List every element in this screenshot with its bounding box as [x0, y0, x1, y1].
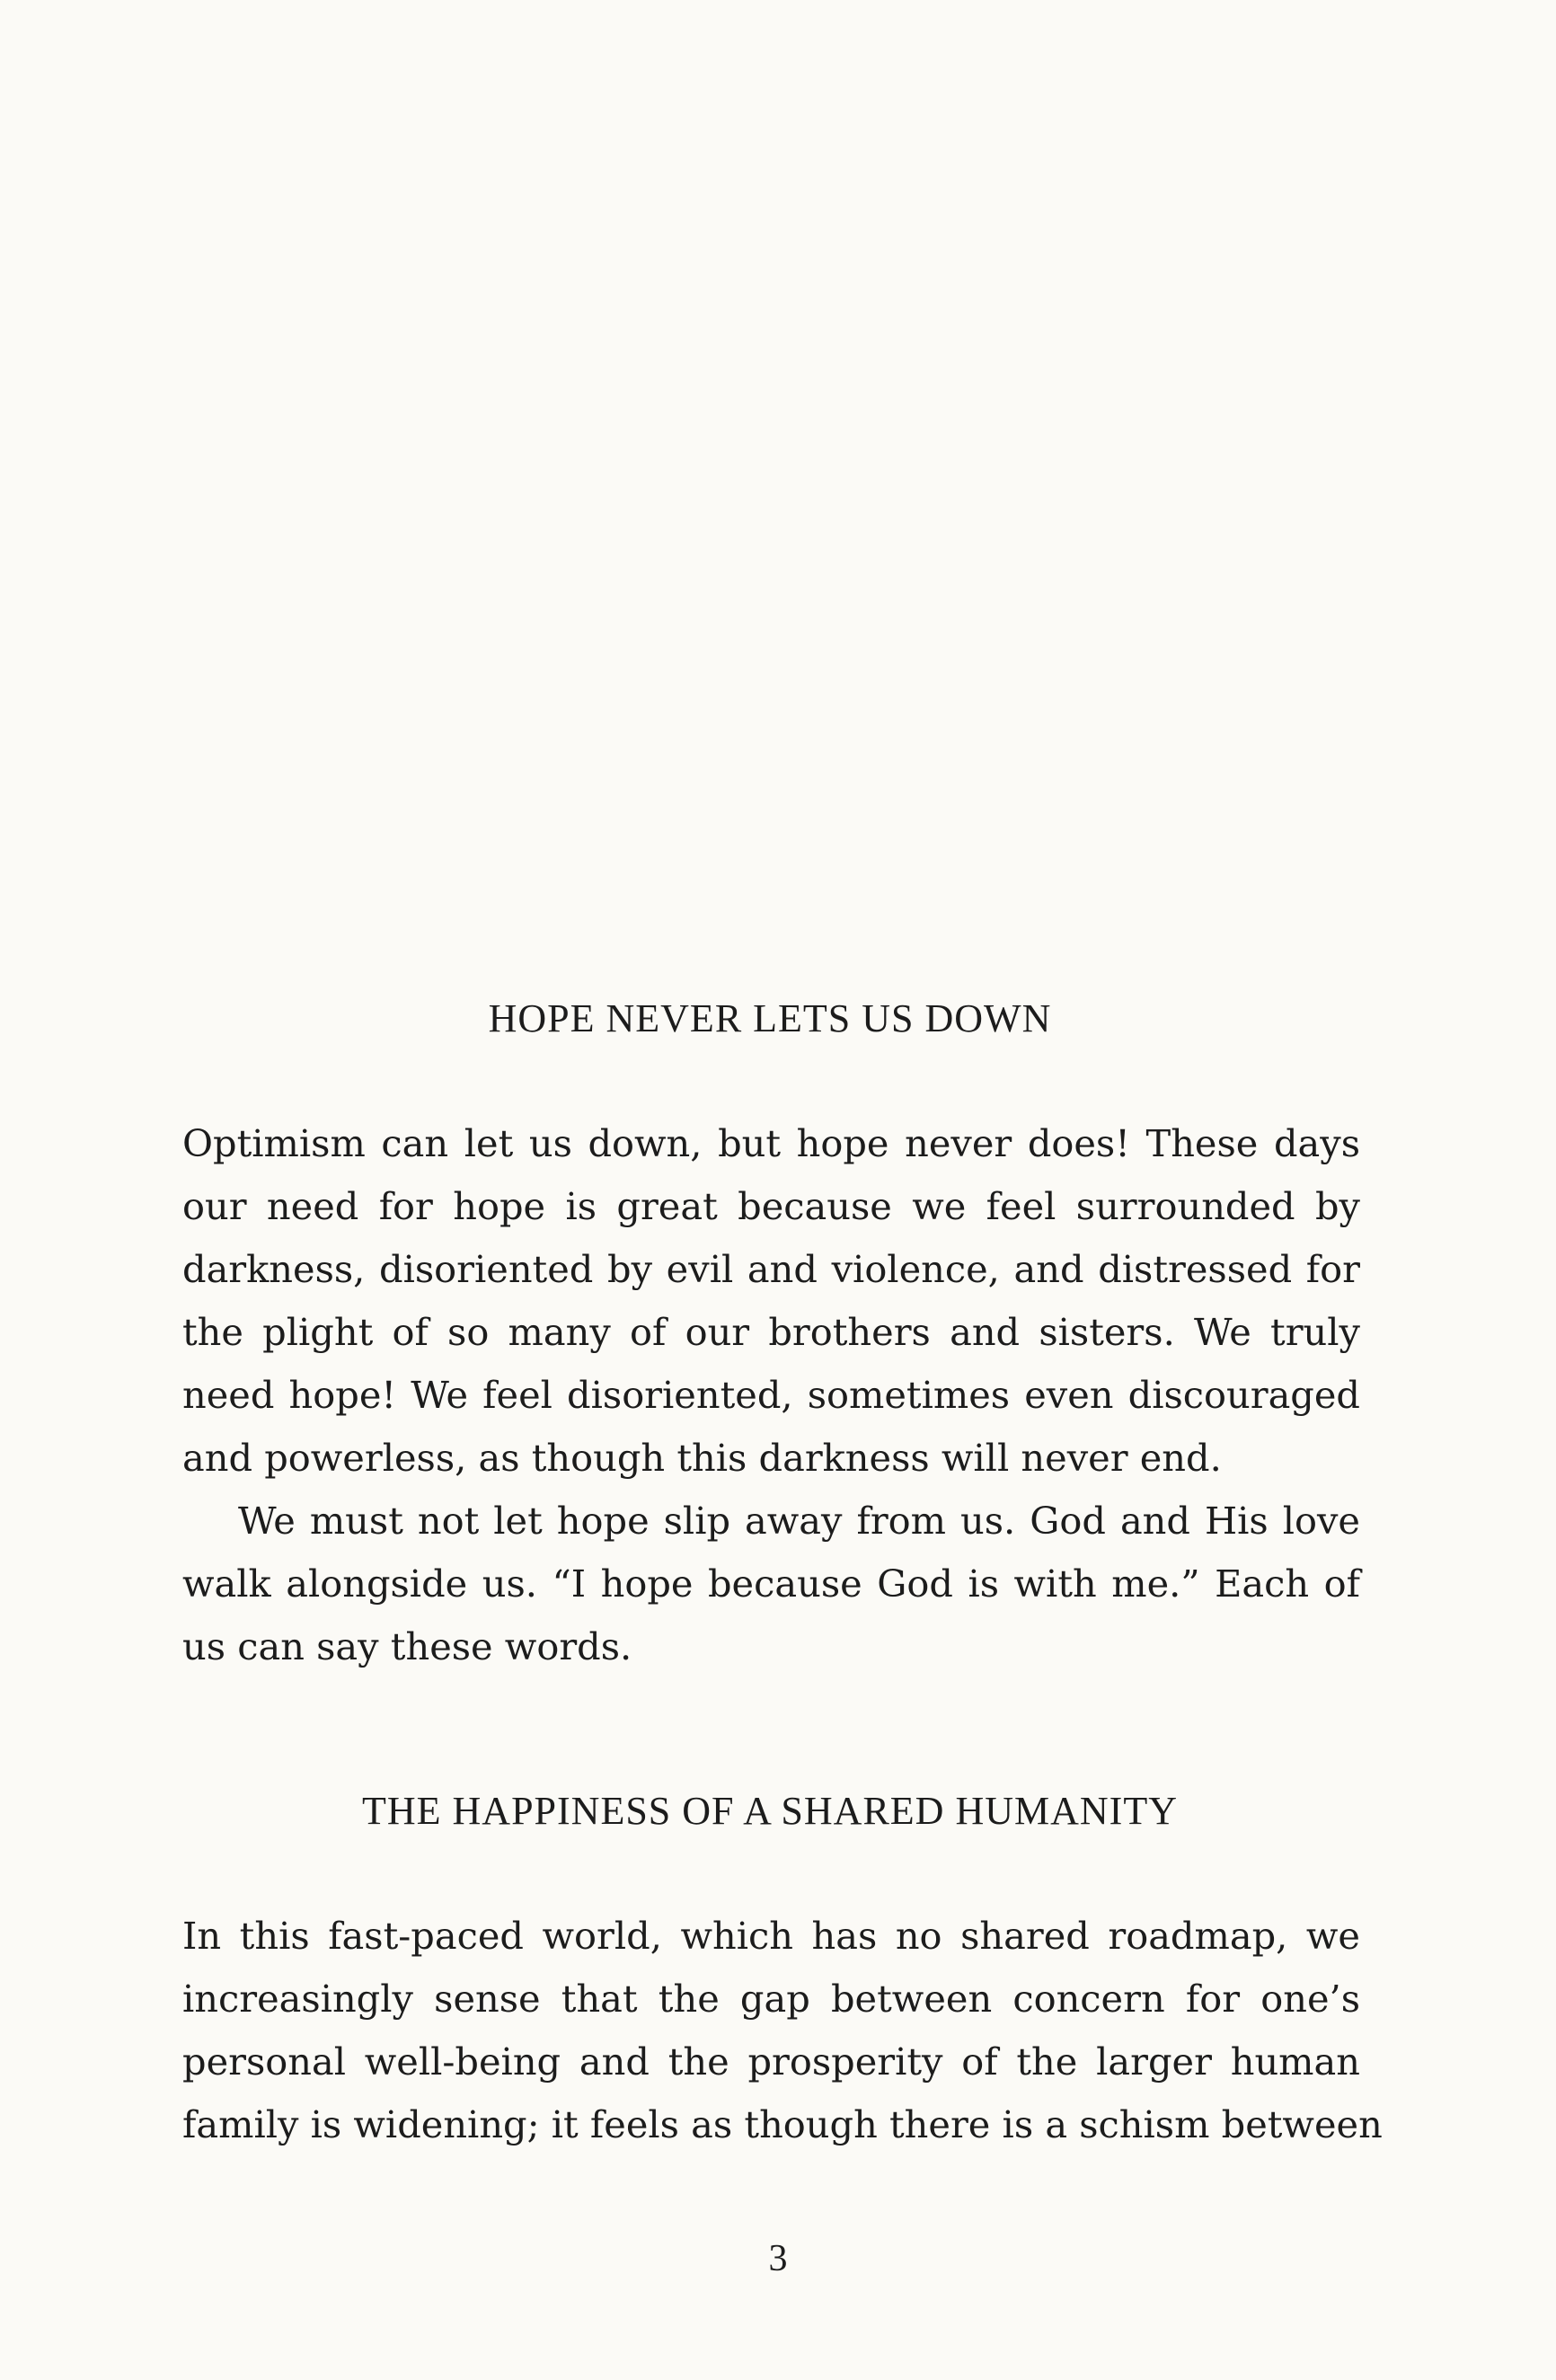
- text-line: the plight of so many of our brothers and sisters. We truly: [182, 1310, 1360, 1354]
- text-line: darkness, disoriented by evil and violence, and distressed for: [182, 1247, 1360, 1291]
- text-line: our need for hope is great because we feel surrounded by: [182, 1184, 1360, 1228]
- section-heading-hope: HOPE NEVER LETS US DOWN: [488, 996, 1052, 1040]
- text-line: us can say these words.: [182, 1624, 632, 1668]
- text-line: increasingly sense that the gap between concern for one’s: [182, 1977, 1360, 2021]
- text-line: and powerless, as though this darkness will never end.: [182, 1436, 1222, 1480]
- text-line: personal well-being and the prosperity of the larger human: [182, 2039, 1360, 2084]
- section-heading-happiness: THE HAPPINESS OF A SHARED HUMANITY: [362, 1789, 1178, 1833]
- text-line: We must not let hope slip away from us. God and His love: [238, 1499, 1360, 1543]
- text-line: family is widening; it feels as though there is a schism between: [182, 2102, 1383, 2146]
- text-line: need hope! We feel disoriented, sometimes even discouraged: [182, 1373, 1360, 1417]
- text-line: In this fast-paced world, which has no shared roadmap, we: [182, 1914, 1360, 1958]
- text-line: walk alongside us. “I hope because God is with me.” Each of: [182, 1562, 1360, 1606]
- page-number: 3: [768, 2238, 788, 2279]
- text-line: Optimism can let us down, but hope never does! These days: [182, 1121, 1360, 1165]
